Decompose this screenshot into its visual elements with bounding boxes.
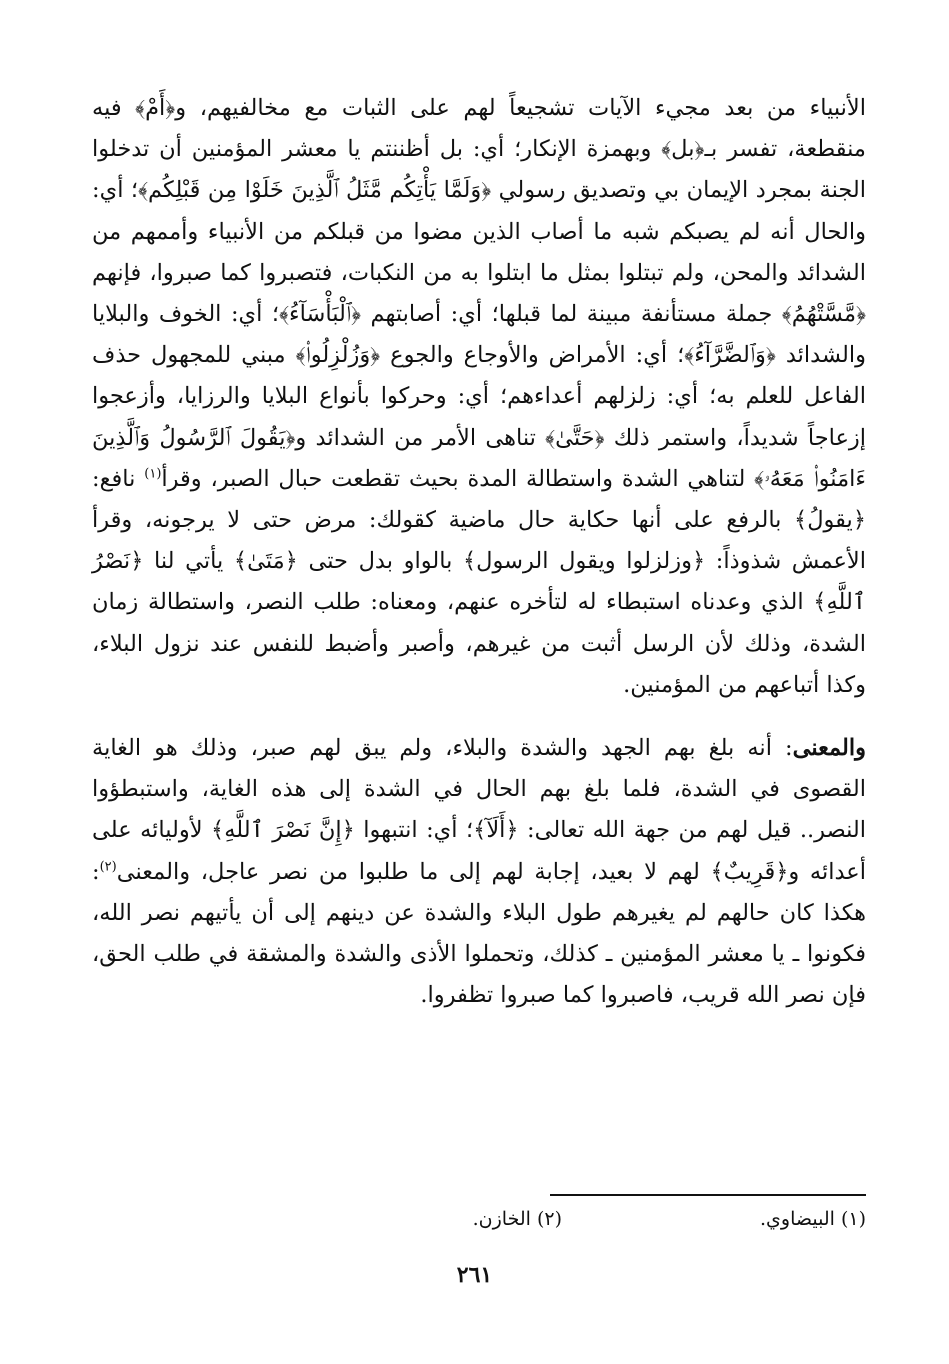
page-number: ٢٦١ <box>456 1262 493 1288</box>
paragraph-2-text: : أنه بلغ بهم الجهد والشدة والبلاء، ولم يبق لهم صبر، وذلك هو الغاية القصوى في الشدة، فلما بلغ بهم الحال في الشدة إلى هذه الغاية، واستبطؤوا النصر.. قيل لهم من جهة الله تعالى: ﴿أَلَآ﴾؛ أي: انتبهوا ﴿إِنَّ نَصْرَ ٱللَّهِ﴾ لأوليائه على أعدائه و﴿قَرِيبٌ﴾ لهم لا بعيد، إجابة لهم إلى ما طلبوا من نصر عاجل، والمعنى <box>92 735 866 885</box>
paragraph-1-text: الأنبياء من بعد مجيء الآيات تشجيعاً لهم على الثبات مع مخالفيهم، و﴿أَمْ﴾ فيه منقطعة، تفسر بـ﴿بل﴾ وبهمزة الإنكار؛ أي: بل أظننتم يا معشر المؤمنين أن تدخلوا الجنة بمجرد الإيمان بي وتصديق رسولي ﴿وَلَمَّا يَأْتِكُم مَّثَلُ ٱلَّذِينَ خَلَوْا مِن قَبْلِكُم﴾؛ أي: والحال أنه لم يصبكم شبه ما أصاب الذين مضوا من قبلكم من الأنبياء وأممهم من الشدائد والمحن، ولم تبتلوا بمثل ما ابتلوا به من النكبات، فتصبروا كما صبروا، فإنهم ﴿مَّسَّتْهُمُ﴾ جملة مستأنفة مبينة لما قبلها؛ أي: أصابتهم ﴿ٱلْبَأْسَآءُ﴾؛ أي: الخوف والبلايا والشدائد ﴿وَٱلضَّرَّآءُ﴾؛ أي: الأمراض والأوجاع والجوع ﴿وَزُلْزِلُوا۟﴾ مبني للمجهول حذف الفاعل للعلم به؛ أي: زلزلهم أعداءهم؛ أي: وحركوا بأنواع البلايا والرزايا، وأزعجوا إزعاجاً شديداً، واستمر ذلك ﴿حَتَّىٰ﴾ تناهى الأمر من الشدائد و﴿يَقُولَ ٱلرَّسُولُ وَٱلَّذِينَ ءَامَنُوا۟ مَعَهُۥ﴾ لتناهي الشدة واستطالة المدة بحيث تقطعت حبال الصبر، وقرأ <box>92 95 866 492</box>
paragraph-2-lead: والمعنى <box>792 735 866 762</box>
paragraph-2-continued: : هكذا كان حالهم لم يغيرهم طول البلاء والشدة عن دينهم إلى أن يأتيهم نصر الله، فكونوا ـ يا معشر المؤمنين ـ كذلك، وتحملوا الأذى والشدة والمشقة في طلب الحق، فإن نصر الله قريب، فاصبروا كما صبروا تظفروا. <box>92 858 866 1009</box>
paragraph-2 <box>92 728 866 1016</box>
footnote-1: (١) البيضاوي. <box>760 1208 866 1230</box>
footnote-2: (٢) الخازن. <box>472 1208 562 1230</box>
footnote-marker-2: (٢) <box>99 859 117 875</box>
footnote-divider <box>550 1194 866 1196</box>
paragraph-1-continued: نافع: ﴿يقولُ﴾ بالرفع على أنها حكاية حال ماضية كقولك: مرض حتى لا يرجونه، وقرأ الأعمش شذوذاً: ﴿وزلزلوا ويقول الرسول﴾ بالواو بدل حتى ﴿مَتَىٰ﴾ يأتي لنا ﴿نَصْرُ ٱللَّهِ﴾ الذي وعدناه استبطاء له لتأخره عنهم، ومعناه: طلب النصر، واستطالة زمان الشدة، وذلك لأن الرسل أثبت من غيرهم، وأصبر وأضبط للنفس عند نزول البلاء، وكذا أتباعهم من المؤمنين. <box>92 465 866 698</box>
paragraph-1 <box>92 88 866 706</box>
footnote-marker-1: (١) <box>144 466 162 482</box>
page-body <box>0 88 949 1016</box>
